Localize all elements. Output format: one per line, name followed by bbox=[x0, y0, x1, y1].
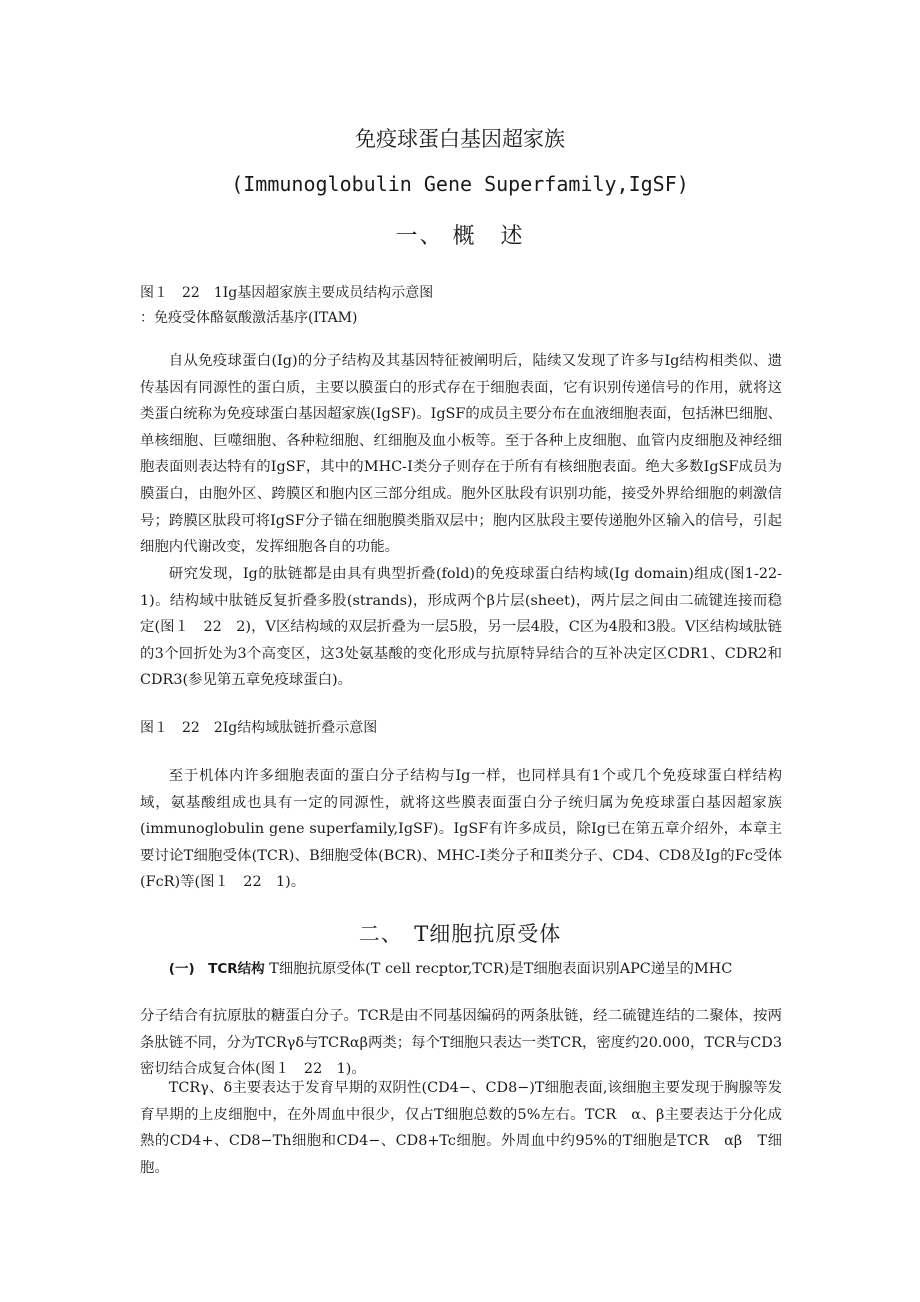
tcr-structure-first-line: T细胞抗原受体(T cell recptor,TCR)是T细胞表面识别APC递呈的MHC bbox=[264, 961, 733, 977]
paragraph-intro: 自从免疫球蛋白(Ig)的分子结构及其基因特征被阐明后，陆续又发现了许多与Ig结构相类似、遗传基因有同源性的蛋白质，主要以膜蛋白的形式存在于细胞表面，它有识别传递信号的作用，就将这类蛋白统称为免疫球蛋白基因超家族(IgSF)。IgSF的成员主要分布在血液细胞表面，包括淋巴细胞、单核细胞、巨噬细胞、各种粒细胞、红细胞及血小板等。至于各种上皮细胞、血管内皮细胞及神经细胞表面则表达特有的IgSF，其中的MHC-Ⅰ类分子则存在于所有有核细胞表面。绝大多数IgSF成员为膜蛋白，由胞外区、跨膜区和胞内区三部分组成。胞外区肽段有识别功能，接受外界给细胞的刺激信号；跨膜区肽段可将IgSF分子锚在细胞膜类脂双层中；胞内区肽段主要传递胞外区输入的信号，引起细胞内代谢改变，发挥细胞各自的功能。 bbox=[140, 353, 782, 556]
paragraph-tcr-gamma-delta: TCRγ、δ主要表达于发育早期的双阴性(CD4−、CD8−)T细胞表面,该细胞主要发现于胸腺等发育早期的上皮细胞中，在外周血中很少，仅占T细胞总数的5%左右。TCR α、β主要表达于分化成熟的CD4+、CD8−Th细胞和CD4−、CD8+Tc细胞。外周血中约95%的T细胞是TCR αβ T细胞。 bbox=[140, 1080, 782, 1176]
paragraph-igsf-members: 至于机体内许多细胞表面的蛋白分子结构与Ig一样，也同样具有1个或几个免疫球蛋白样结构域，氨基酸组成也具有一定的同源性，就将这些膜表面蛋白分子统归属为免疫球蛋白基因超家族(immunoglobulin gene superfamily,IgSF)。IgSF有许多成员，除Ig已在第五章介绍外，本章主要讨论T细胞受体(TCR)、B细胞受体(BCR)、MHC-Ⅰ类分子和Ⅱ类分子、CD4、CD8及Ig的Fc受体(FcR)等(图１ 22 1)。 bbox=[140, 768, 782, 891]
figure-caption-1: 图１ 22 1Ig基因超家族主要成员结构示意图 bbox=[140, 285, 434, 301]
paragraph-tcr-structure bbox=[140, 956, 782, 983]
document-title: 免疫球蛋白基因超家族 bbox=[355, 127, 565, 151]
paragraph-ig-domain: 研究发现，Ig的肽链都是由具有典型折叠(fold)的免疫球蛋白结构域(Ig domain)组成(图1-22-1)。结构域中肽链反复折叠多股(strands)，形成两个β片层(sheet)，两片层之间由二硫键连接而稳定(图１ 22 2)，V区结构域的双层折叠为一层5股，另一层4股，C区为4股和3股。V区结构域肽链的3个回折处为3个高变区，这3处氨基酸的变化形成与抗原特异结合的互补决定区CDR1、CDR2和CDR3(参见第五章免疫球蛋白)。 bbox=[140, 566, 782, 689]
figure-caption-2: 图１ 22 2Ig结构域肽链折叠示意图 bbox=[140, 720, 378, 736]
section-heading-tcr: 二、 T细胞抗原受体 bbox=[358, 922, 562, 946]
subsection-label-tcr-structure: (一) TCR结构 bbox=[168, 961, 265, 977]
figure-note-itam: ：免疫受体酪氨酸激活基序(ITAM) bbox=[140, 310, 358, 326]
section-heading-overview: 一、 概 述 bbox=[395, 224, 525, 249]
paragraph-tcr-dimer: 分子结合有抗原肽的糖蛋白分子。TCR是由不同基因编码的两条肽链，经二硫键连结的二聚体，按两条肽链不同，分为TCRγδ与TCRαβ两类；每个T细胞只表达一类TCR，密度约20.000，TCR与CD3密切结合成复合体(图１ 22 1)。 bbox=[140, 1008, 782, 1078]
document-subtitle: (Immunoglobulin Gene Superfamily,IgSF) bbox=[231, 172, 689, 196]
